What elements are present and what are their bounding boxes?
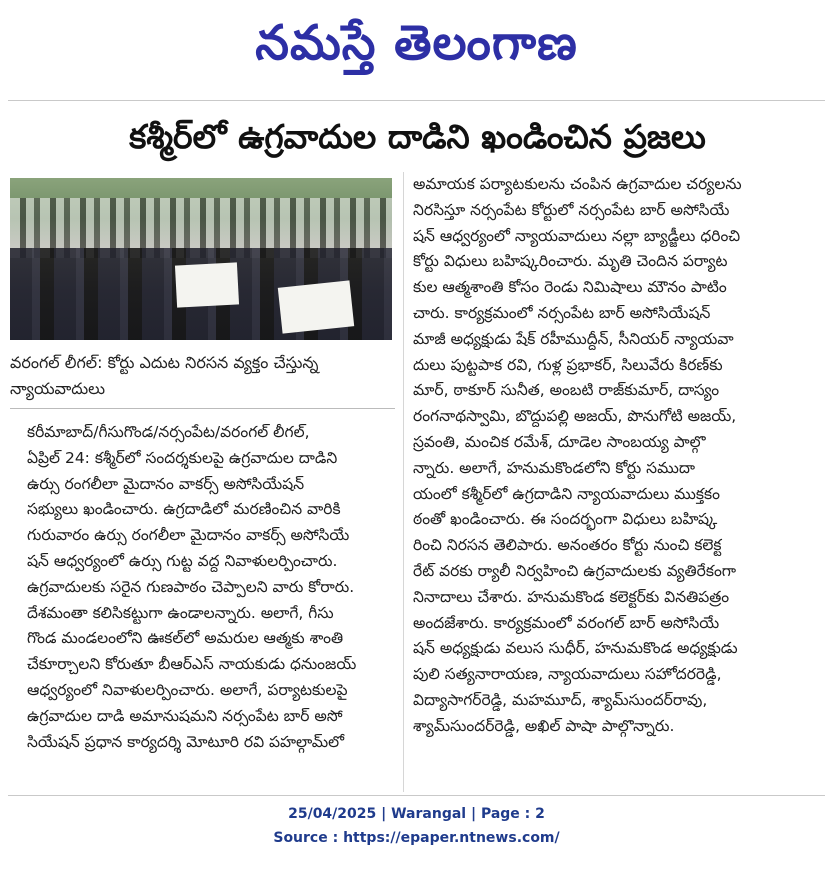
article-text-line: నినాదాలు చేశారు. హనుమకొండ కలెక్టర్‌కు వినతిపత్రం <box>413 587 730 606</box>
footer-source-url[interactable]: Source : https://epaper.ntnews.com/ <box>273 830 560 846</box>
article-text-line: ఉర్సు రంగలీలా మైదానం వాకర్స్ అసోసియేషన్ <box>27 474 305 493</box>
article-text-line: ఏప్రిల్ 24: కశ్మీర్‌లో సందర్శకులపై ఉగ్రవాదుల దాడిని <box>27 448 338 467</box>
article-text-line: సియేషన్ ప్రధాన కార్యదర్శి మోటూరి రవి పహల్గామ్‌లో <box>27 732 345 751</box>
article-text-line: షన్ అధ్యక్షుడు వలుస సుధీర్, హనుమకొండ అధ్యక్షుడు <box>413 639 738 658</box>
article-column-right <box>413 172 825 740</box>
column-divider <box>403 172 404 792</box>
photo-placard <box>175 262 239 307</box>
newspaper-masthead <box>0 8 833 78</box>
article-text-line: రేట్ వరకు ర్యాలీ నిర్వహించి ఉగ్రవాదులకు వ్యతిరేకంగా <box>413 561 737 580</box>
caption-divider <box>10 408 395 409</box>
article-text-line: కరీమాబాద్/గీసుగొండ/నర్సంపేట/వరంగల్ లీగల్, <box>27 423 310 441</box>
article-text-line: అమాయక పర్యాటకులను చంపిన ఉగ్రవాదుల చర్యలను <box>413 175 742 193</box>
article-text-line: కుల ఆత్మశాంతి కోసం రెండు నిమిషాలు మౌనం పాటిం <box>413 278 727 297</box>
photo-placard <box>278 280 354 333</box>
article-text-line: షన్ ఆధ్వర్యంలో న్యాయవాదులు నల్లా బ్యాడ్జీలు ధరించి <box>413 226 741 245</box>
article-text-line: న్నారు. అలాగే, హనుమకొండలోని కోర్టు సముదా <box>413 458 695 477</box>
article-text-line: గురువారం ఉర్సు రంగలీలా మైదానం వాకర్స్ అసోసియే <box>27 526 350 545</box>
article-text-line: అందజేశారు. కార్యక్రమంలో వరంగల్ బార్ అసోసియే <box>413 613 720 632</box>
article-text-line: మార్, ఠాకూర్ సునీత, అంబటి రాజ్‌కుమార్, దాస్యం <box>413 381 720 400</box>
footer-date-edition-page: 25/04/2025 | Warangal | Page : 2 <box>288 806 545 822</box>
article-text-line: నిరసిస్తూ నర్సంపేట కోర్టులో నర్సంపేట బార్ అసోసియే <box>413 200 730 219</box>
article-headline: కశ్మీర్‌లో ఉగ్రవాదుల దాడిని ఖండించిన ప్రజలు <box>129 117 706 156</box>
article-text-line: పులి సత్యనారాయణ, న్యాయవాదులు సహోదరరెడ్డి, <box>413 665 722 684</box>
masthead-logo-text: నమస్తే తెలంగాణ <box>255 15 578 71</box>
article-text-line: దులు పుట్టపాక రవి, గుళ్ల ప్రభాకర్, సిలువేరు కిరణ్‌కు <box>413 355 723 374</box>
article-text-line: చారు. కార్యక్రమంలో నర్సంపేట బార్ అసోసియేషన్ <box>413 303 711 322</box>
photo-caption <box>10 350 395 404</box>
article-text-line: రించి నిరసన తెలిపారు. అనంతరం కోర్టు నుంచి కలెక్ట <box>413 536 722 555</box>
article-text-line: ఠంతో ఖండించారు. ఈ సందర్భంగా విధులు బహిష్క <box>413 510 718 529</box>
article-text-line: రంగనాథస్వామి, బొద్దుపల్లి అజయ్, పొనుగోటి అజయ్, <box>413 407 737 426</box>
article-text-line: షన్ ఆధ్వర్యంలో ఉర్సు గుట్ట వద్ద నివాళులర్పించారు. <box>27 551 338 570</box>
article-text-line: ఆధ్వర్యంలో నివాళులర్పించారు. అలాగే, పర్యాటకులపై <box>27 680 348 699</box>
article-text-line: మాజీ అధ్యక్షుడు షేక్ రహీముద్దీన్, సీనియర్ న్యాయవా <box>413 329 734 348</box>
photo-caption-line: వరంగల్ లీగల్: కోర్టు ఎదుట నిరసన వ్యక్తం చేస్తున్న <box>10 353 319 372</box>
article-text-line: దేశమంతా కలిసికట్టుగా ఉండాలన్నారు. అలాగే, గీసు <box>27 603 334 622</box>
article-text-line: యంలో కశ్మీర్‌లో ఉగ్రదాడిని న్యాయవాదులు ముక్తకం <box>413 484 720 503</box>
article-text-line: గొండ మండలంలోని ఊకల్‌లో అమరుల ఆత్మకు శాంతి <box>27 629 344 648</box>
header-divider <box>8 100 825 101</box>
article-text-line: కోర్టు విధులు బహిష్కరించారు. మృతి చెందిన పర్యాట <box>413 252 728 271</box>
article-column-left <box>27 420 395 755</box>
article-text-line: శ్యామ్‌సుందర్‌రెడ్డి, అఖిల్ పాషా పాల్గొన్నారు. <box>413 716 675 735</box>
article-text-line: విద్యాసాగర్‌రెడ్డి, మహమూద్, శ్యామ్‌సుందర్‌రావు, <box>413 690 708 709</box>
footer-divider <box>8 795 825 796</box>
news-photo <box>10 178 392 340</box>
article-text-line: సభ్యులు ఖండించారు. ఉగ్రదాడిలో మరణించిన వారికి <box>27 500 341 519</box>
article-text-line: ఉగ్రవాదులకు సరైన గుణపాఠం చెప్పాలని వారు కోరారు. <box>27 577 355 596</box>
article-text-line: చేకూర్చాలని కోరుతూ బీఆర్‌ఎస్ నాయకుడు ధనుంజయ్ <box>27 655 357 674</box>
photo-caption-line: న్యాయవాదులు <box>10 379 106 398</box>
article-text-line: ఉగ్రవాదుల దాడి అమానుషమని నర్సంపేట బార్ అసో <box>27 706 343 725</box>
article-text-line: స్రవంతి, మంచిక రమేశ్, దూడెల సాంబయ్య పాల్గొ <box>413 432 706 451</box>
